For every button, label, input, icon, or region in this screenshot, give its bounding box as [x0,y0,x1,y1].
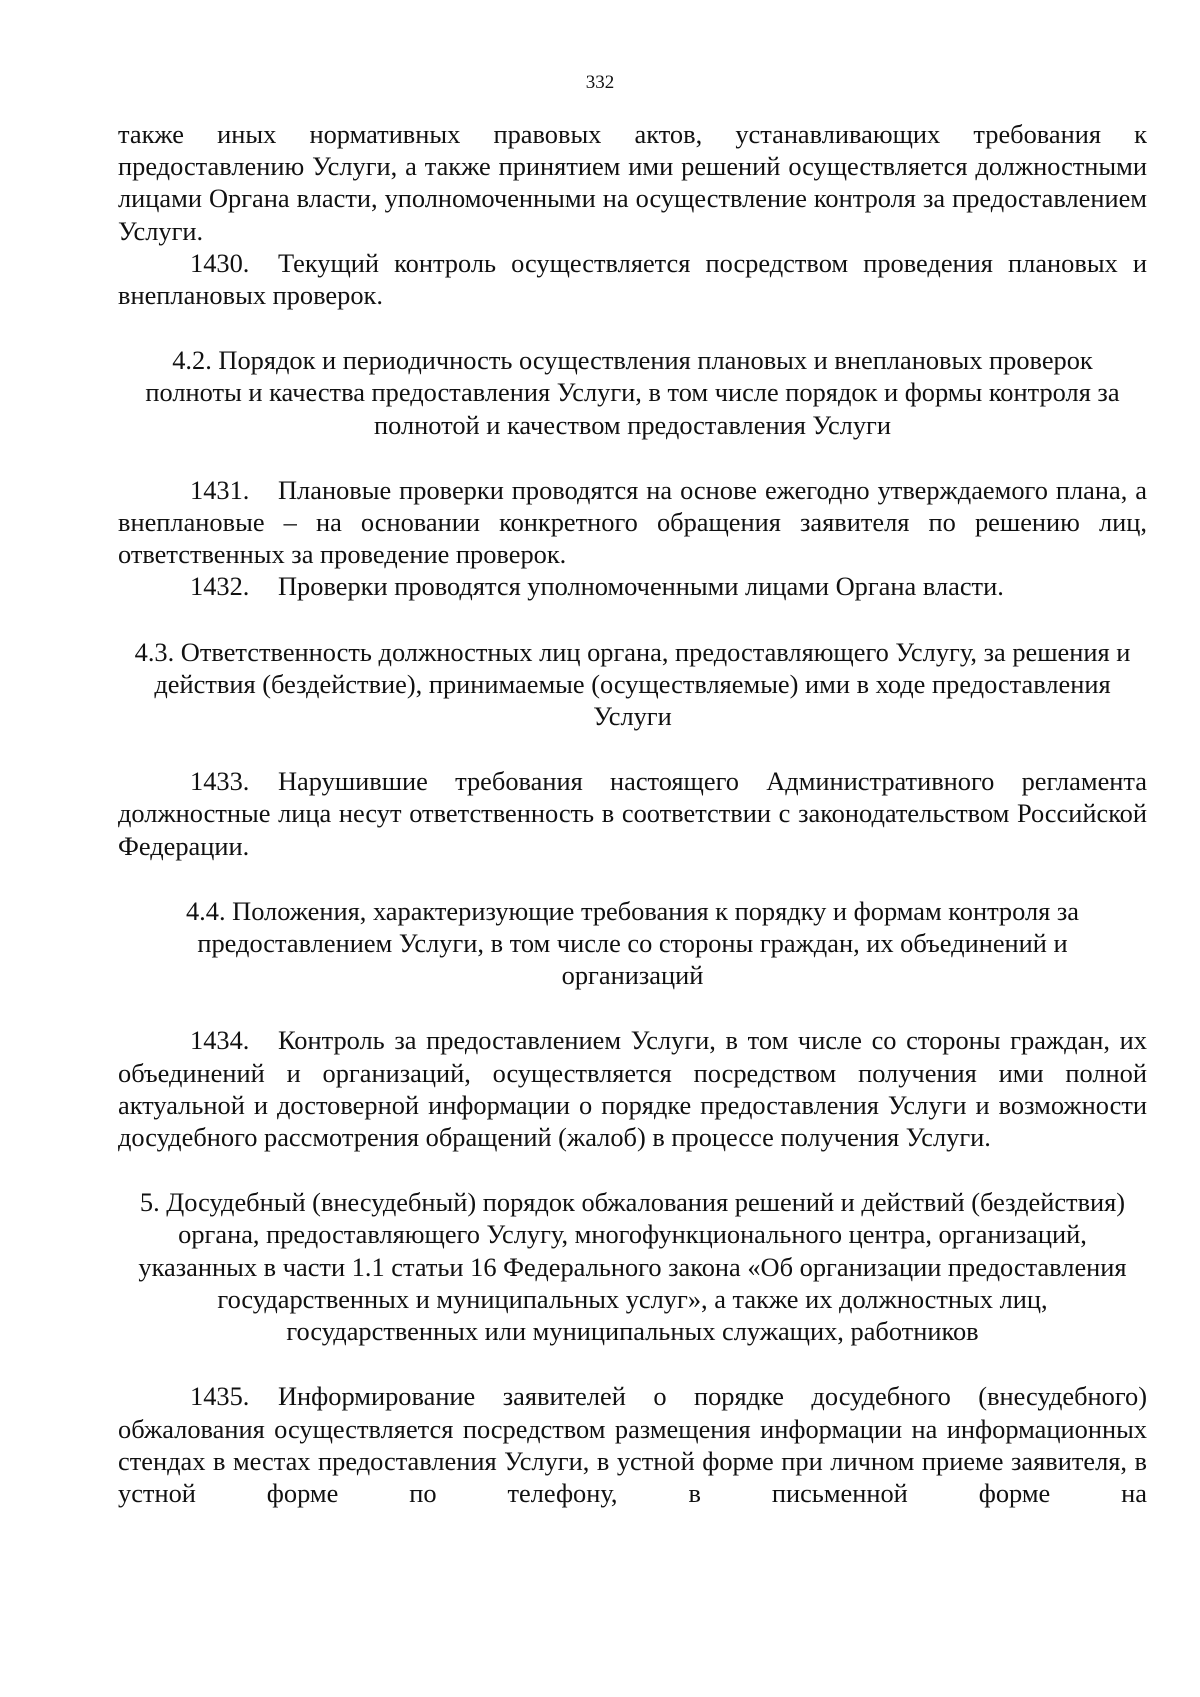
paragraph-number: 1432. [190,571,250,602]
paragraph-1434 [118,1024,1147,1153]
paragraph-text: Текущий контроль осуществляется посредством проведения плановых и внеплановых проверок. [118,247,1147,311]
paragraph-1431 [118,474,1147,571]
section-heading-4-4: 4.4. Положения, характеризующие требования к порядку и формам контроля за предоставлением Услуги, в том числе со стороны граждан, их объединений и организаций [185,895,1080,991]
paragraph-number: 1431. [190,474,250,505]
paragraph-text: Плановые проверки проводятся на основе ежегодно утверждаемого плана, а внеплановые – на основании конкретного обращения заявителя по решению лиц, ответственных за проведение проверок. [118,474,1147,570]
paragraph-1430 [118,247,1147,311]
paragraph-continuation: также иных нормативных правовых актов, устанавливающих требования к предоставлению Услуги, а также принятием ими решений осуществляется должностными лицами Органа власти, уполномоченными на осуществление контроля за предоставлением Услуги. [118,119,1147,246]
paragraph-text: Нарушившие требования настоящего Административного регламента должностные лица несут ответственность в соответствии с законодательством Российской Федерации. [118,766,1147,861]
paragraph-number: 1435. [190,1381,250,1412]
paragraph-1432 [118,570,1147,602]
paragraph-number: 1430. [190,247,250,278]
section-heading-5: 5. Досудебный (внесудебный) порядок обжалования решений и действий (бездействия) органа, предоставляющего Услугу, многофункционального центра, организаций, указанных в части 1.1 статьи 16 Федерального закона «Об организации предоставления государственных и муниципальных услуг», а также их должностных лиц, государственных или муниципальных служащих, работников [138,1187,1127,1347]
section-heading-4-3: 4.3. Ответственность должностных лиц органа, предоставляющего Услугу, за решения и действия (бездействие), принимаемые (осуществляемые) ими в ходе предоставления Услуги [134,636,1131,732]
paragraph-text: Информирование заявителей о порядке досудебного (внесудебного) обжалования осуществляется посредством размещения информации на информационных стендах в местах предоставления Услуги, в устной форме при личном приеме заявителя, в устной форме по телефону, в письменной форме на [118,1381,1147,1508]
paragraph-1435 [118,1380,1147,1509]
section-heading-4-2: 4.2. Порядок и периодичность осуществления плановых и внеплановых проверок полноты и качества предоставления Услуги, в том числе порядок и формы контроля за полнотой и качеством предоставления Услуги [145,345,1120,440]
paragraph-number: 1434. [190,1025,250,1056]
paragraph-1433 [118,765,1147,862]
paragraph-text: Проверки проводятся уполномоченными лицами Органа власти. [278,571,1004,602]
page-number: 332 [585,72,615,93]
paragraph-text: Контроль за предоставлением Услуги, в том числе со стороны граждан, их объединений и организаций, осуществляется посредством получения ими полной актуальной и достоверной информации о порядке предоставления Услуги и возможности досудебного рассмотрения обращений (жалоб) в процессе получения Услуги. [118,1025,1147,1153]
paragraph-number: 1433. [190,766,250,797]
document-body [118,118,1147,1509]
